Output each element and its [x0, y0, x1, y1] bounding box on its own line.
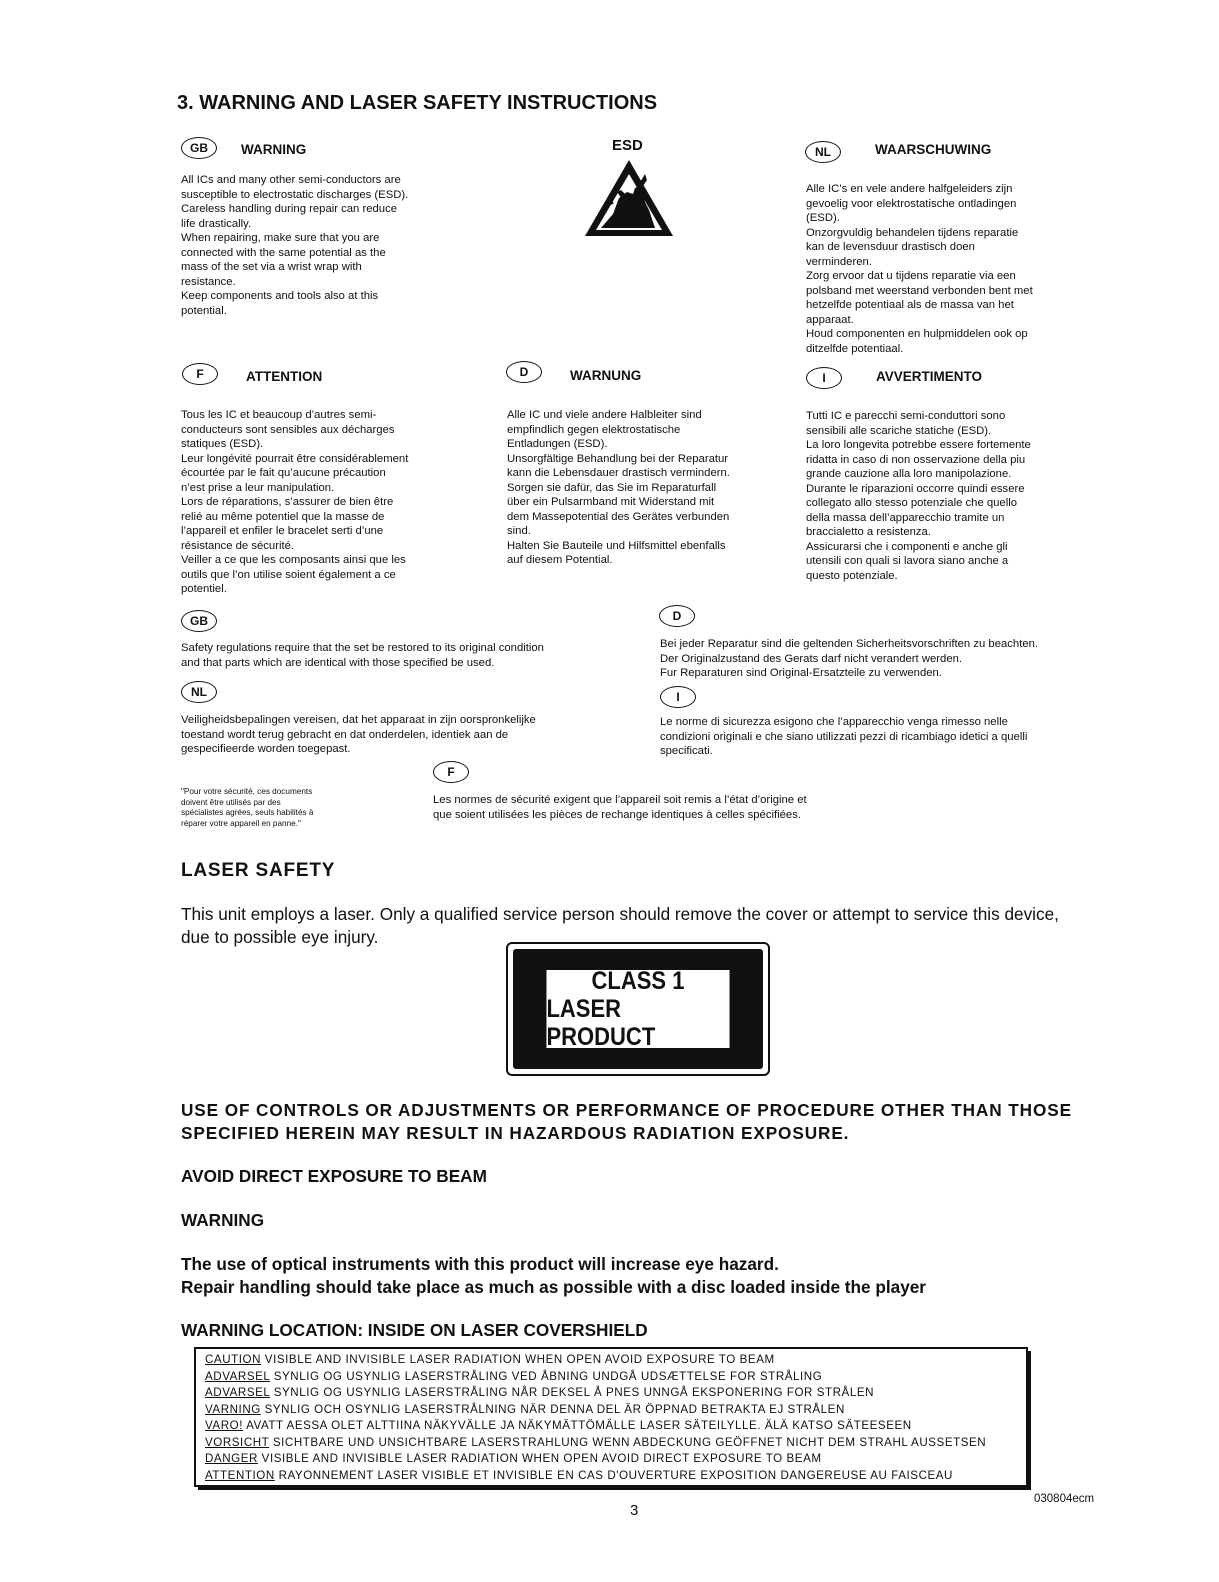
caution-row: CAUTION VISIBLE AND INVISIBLE LASER RADIATION WHEN OPEN AVOID EXPOSURE TO BEAM [205, 1353, 775, 1366]
caution-row: DANGER VISIBLE AND INVISIBLE LASER RADIATION WHEN OPEN AVOID DIRECT EXPOSURE TO BEAM [205, 1452, 822, 1465]
section-title: 3. WARNING AND LASER SAFETY INSTRUCTIONS [177, 92, 658, 114]
class1-laser-label [506, 942, 770, 1076]
warning-heading-d: WARNUNG [570, 368, 642, 383]
safety-reg-gb: Safety regulations require that the set be restored to its original condition and that parts which are identical with those specified be used. [181, 642, 544, 669]
lang-badge-i: I [806, 367, 842, 389]
lang-badge-d: D [506, 361, 542, 383]
optical-warning: The use of optical instruments with this product will increase eye hazard. Repair handling should take place as much as possible with a disc loaded inside the player [181, 1254, 926, 1297]
class1-label-line2: LASER PRODUCT [546, 995, 656, 1051]
warning-heading-f: ATTENTION [246, 369, 323, 384]
warning-heading-i: AVVERTIMENTO [876, 369, 983, 384]
lang-badge-i: I [660, 686, 696, 708]
warning-heading-nl: WAARSCHUWING [875, 142, 992, 157]
controls-warning: USE OF CONTROLS OR ADJUSTMENTS OR PERFORMANCE OF PROCEDURE OTHER THAN THOSE SPECIFIED HEREIN MAY RESULT IN HAZARDOUS RADIATION EXPOSURE. [181, 1100, 1072, 1143]
warning-text-nl: Alle IC’s en vele andere halfgeleiders zijn gevoelig voor elektrostatische ontladingen (ESD). Onzorgvuldig behandelen tijdens reparatie kan de levensduur drastisch doen verminderen. Zorg ervoor dat u tijdens reparatie via een polsband met weerstand verbonden bent met hetzelfde potentiaal als de massa van het apparaat. Houd componenten en hulpmiddelen ook op ditzelfde potentiaal. [806, 183, 1033, 355]
lang-badge-f: F [182, 363, 218, 385]
safety-reg-nl: Veiligheidsbepalingen vereisen, dat het apparaat in zijn oorspronkelijke toestand wordt terug gebracht en dat onderdelen, identiek aan de gespecifieerde worden toegepast. [181, 714, 536, 755]
caution-label-box [194, 1347, 1028, 1487]
warning-text-f: Tous les IC et beaucoup d’autres semi- conducteurs sont sensibles aux décharges statiques (ESD). Leur longévité pourrait être considérablement écourtée par le fait qu’aucune précaution n’est prise a leur manipulation. Lors de réparations, s’assurer de bien être relié au même potentiel que la masse de l’appareil et enfiler le bracelet serti d’une résistance de sécurité. Veiller a ce que les composants ainsi que les outils que l’on utilise soient également a ce potentiel. [181, 409, 409, 595]
esd-label: ESD [612, 137, 643, 154]
warning-label: WARNING [181, 1210, 265, 1230]
lang-badge-nl: NL [805, 141, 841, 163]
lang-badge-nl: NL [181, 681, 217, 703]
caution-row: VARO! AVATT AESSA OLET ALTTIINA NÄKYVÄLLE JA NÄKYMÄTTÖMÄLLE LASER SÄTEILYLLE. ÄLÄ KATSO SÄTEESEEN [205, 1419, 912, 1432]
warning-text-d: Alle IC und viele andere Halbleiter sind empfindlich gegen elektrostatische Entladungen (ESD). Unsorgfältige Behandlung bei der Reparatur kann die Lebensdauer drastisch vermindern. Sorgen sie dafür, das Sie im Reparaturfall über ein Pulsarmband mit Widerstand mit dem Massepotential des Gerätes verbunden sind. Halten Sie Bauteile und Hilfsmittel ebenfalls auf diesem Potential. [507, 409, 730, 566]
caution-row: ADVARSEL SYNLIG OG USYNLIG LASERSTRÅLING VED ÅBNING UNDGÅ UDSÆTTELSE FOR STRÅLING [205, 1369, 823, 1383]
lang-badge-f: F [433, 761, 469, 783]
warning-heading-gb: WARNING [241, 142, 307, 157]
safety-note-f: "Pour votre sécurité, ces documents doivent être utilisés par des spécialistes agrées, seuls habilités à réparer votre appareil en panne." [181, 787, 314, 828]
safety-reg-d: Bei jeder Reparatur sind die geltenden Sicherheitsvorschriften zu beachten. Der Originalzustand des Gerats darf nicht verandert werden. Fur Reparaturen sind Original-Ersatzteile zu verwenden. [660, 638, 1039, 679]
warning-location: WARNING LOCATION: INSIDE ON LASER COVERSHIELD [181, 1320, 648, 1340]
page-number: 3 [630, 1502, 639, 1519]
avoid-exposure-text: AVOID DIRECT EXPOSURE TO BEAM [181, 1166, 487, 1186]
class1-label-line1: CLASS 1 [591, 967, 685, 995]
caution-row: ATTENTION RAYONNEMENT LASER VISIBLE ET INVISIBLE EN CAS D'OUVERTURE EXPOSITION DANGEREUSE AU FAISCEAU [205, 1468, 953, 1482]
warning-text-i: Tutti IC e parecchi semi-conduttori sono sensibili alle scariche statiche (ESD). La loro longevita potrebbe essere fortemente ridatta in caso di non osservazione della piu grande cauzione alla loro manipolazione. Durante le riparazioni occorre quindi essere collegato allo stesso potenziale che quello della massa dell’apparecchio tramite un braccialetto a resistenza. Assicurarsi che i componenti e anche gli utensili con quali si lavora siano anche a questo potenziale. [806, 410, 1031, 582]
safety-reg-i: Le norme di sicurezza esigono che l’apparecchio venga rimesso nelle condizioni originali e che siano utilizzati pezzi di ricambiago idetici a quelli specificati. [660, 716, 1028, 757]
document-code: 030804ecm [1034, 1493, 1095, 1505]
warning-text-gb: All ICs and many other semi-conductors are susceptible to electrostatic discharges (ESD). Careless handling during repair can reduce life drastically. When repairing, make sure that you are connected with the same potential as the mass of the set via a wrist wrap with resistance. Keep components and tools also at this potential. [181, 174, 409, 317]
laser-safety-heading: LASER SAFETY [181, 860, 336, 881]
caution-row: ADVARSEL SYNLIG OG USYNLIG LASERSTRÅLING NÅR DEKSEL Å PNES UNNGÅ EKSPONERING FOR STRÅLEN [205, 1386, 875, 1399]
laser-intro: This unit employs a laser. Only a qualified service person should remove the cover or attempt to service this device, due to possible eye injury. [181, 904, 1059, 947]
caution-row: VORSICHT SICHTBARE UND UNSICHTBARE LASERSTRAHLUNG WENN ABDECKUNG GEÖFFNET NICHT DEM STRAHL AUSSETSEN [205, 1435, 987, 1449]
lang-badge-gb: GB [181, 137, 217, 159]
lang-badge-gb: GB [181, 610, 217, 632]
lang-badge-d: D [659, 605, 695, 627]
esd-warning-icon [583, 158, 675, 238]
safety-reg-f: Les normes de sécurité exigent que l’appareil soit remis a l’état d’origine et que soient utilisées les pièces de rechange identiques à celles spécifiées. [433, 794, 807, 821]
caution-row: VARNING SYNLIG OCH OSYNLIG LASERSTRÅLNING NÄR DENNA DEL ÄR ÖPPNAD BETRAKTA EJ STRÅLEN [205, 1402, 845, 1416]
